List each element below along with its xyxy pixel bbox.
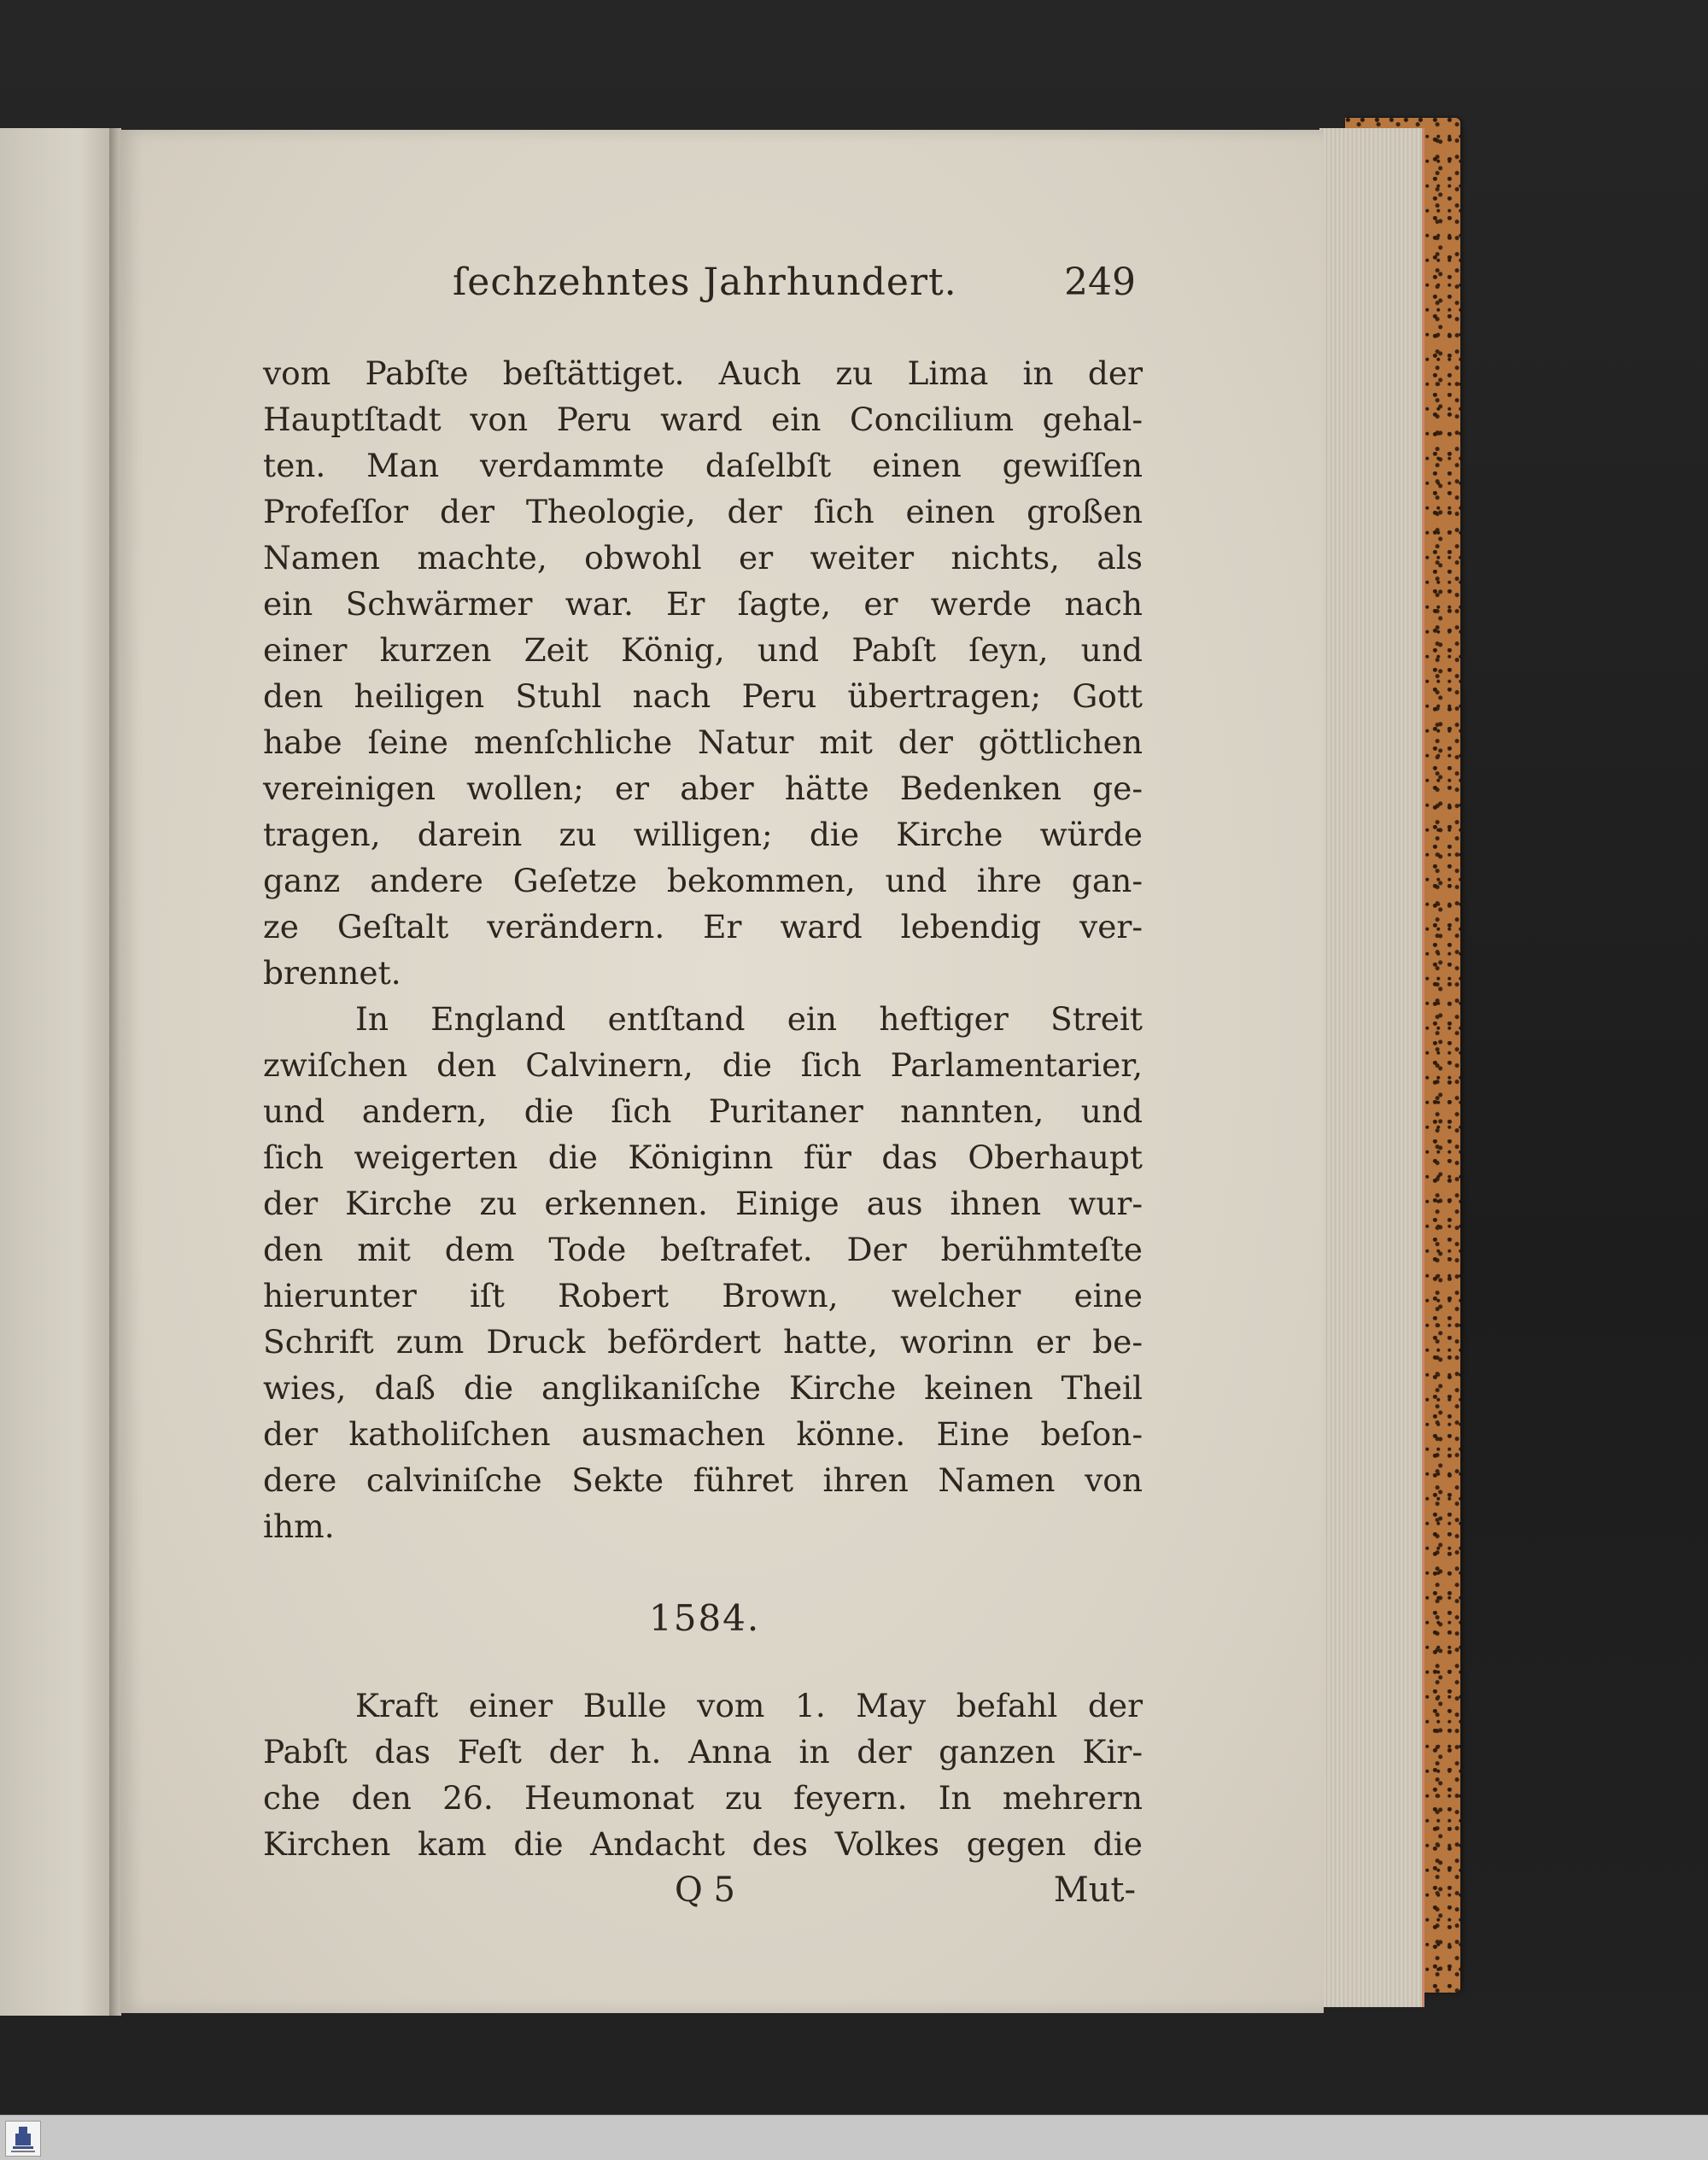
text-line: ein Schwärmer war. Er ſagte, er werde nach (263, 585, 1143, 623)
text-line: che den 26. Heumonat zu feyern. In mehrern (263, 1779, 1143, 1817)
facing-page-edge (0, 128, 114, 2016)
text-line: wies, daß die anglikaniſche Kirche keinen Theil (263, 1369, 1143, 1407)
text-line: Profeſſor der Theologie, der ſich einen großen (263, 493, 1143, 530)
text-line: In England entſtand ein heftiger Streit (355, 1000, 1143, 1038)
text-line: Schrift zum Druck befördert hatte, worinn er be- (263, 1323, 1143, 1361)
year-heading: 1584. (649, 1597, 761, 1639)
page-number: 249 (1064, 260, 1136, 304)
text-line: den mit dem Tode beſtrafet. Der berühmteſte (263, 1231, 1143, 1268)
text-line: ſich weigerten die Königinn für das Oberhaupt (263, 1139, 1143, 1176)
text-line: und andern, die ſich Puritaner nannten, und (263, 1092, 1143, 1130)
text-line: ze Geſtalt verändern. Er ward lebendig ver- (263, 908, 1143, 945)
text-line: Namen machte, obwohl er weiter nichts, als (263, 539, 1143, 577)
library-logo-icon (5, 2121, 41, 2157)
page-header (453, 260, 1136, 320)
catchword: Mut- (1053, 1870, 1136, 1910)
text-line: der katholiſchen ausmachen könne. Eine beſon- (263, 1415, 1143, 1453)
text-line: Pabſt das Feſt der h. Anna in der ganzen Kir- (263, 1733, 1143, 1771)
paragraph-1 (263, 350, 1143, 996)
text-line: den heiligen Stuhl nach Peru übertragen; Gott (263, 677, 1143, 715)
text-line: habe ſeine menſchliche Natur mit der göttlichen (263, 723, 1143, 761)
text-line: Kirchen kam die Andacht des Volkes gegen die (263, 1825, 1143, 1863)
text-line: vereinigen wollen; er aber hätte Bedenken ge- (263, 770, 1143, 807)
running-head: ſechzehntes Jahrhundert. (453, 260, 957, 304)
text-line: ten. Man verdammte daſelbſt einen gewiſſen (263, 447, 1143, 484)
text-line: Kraft einer Bulle vom 1. May befahl der (355, 1687, 1143, 1724)
signature-mark: Q 5 (675, 1870, 735, 1910)
text-line: brennet. (263, 954, 401, 992)
paragraph-3 (263, 1683, 1143, 1867)
text-line: Hauptſtadt von Peru ward ein Concilium gehal- (263, 401, 1143, 438)
text-line: hierunter iſt Robert Brown, welcher eine (263, 1277, 1143, 1314)
text-line: einer kurzen Zeit König, und Pabſt ſeyn, und (263, 631, 1143, 669)
page-footer (675, 1870, 1136, 1922)
text-line: ganz andere Geſetze bekommen, und ihre gan- (263, 862, 1143, 899)
body-text (263, 350, 1143, 1549)
text-line: der Kirche zu erkennen. Einige aus ihnen wur- (263, 1185, 1143, 1222)
viewer-status-bar (0, 2115, 1708, 2160)
paragraph-2 (263, 996, 1143, 1549)
text-line: vom Pabſte beſtättiget. Auch zu Lima in der (263, 354, 1143, 392)
text-line: dere calviniſche Sekte führet ihren Namen von (263, 1461, 1143, 1499)
page-edges (1319, 128, 1424, 2007)
text-line: tragen, darein zu willigen; die Kirche würde (263, 816, 1143, 853)
text-line: zwiſchen den Calvinern, die ſich Parlamentarier, (263, 1046, 1143, 1084)
text-line: ihm. (263, 1507, 335, 1545)
body-text-continued (263, 1683, 1143, 1867)
